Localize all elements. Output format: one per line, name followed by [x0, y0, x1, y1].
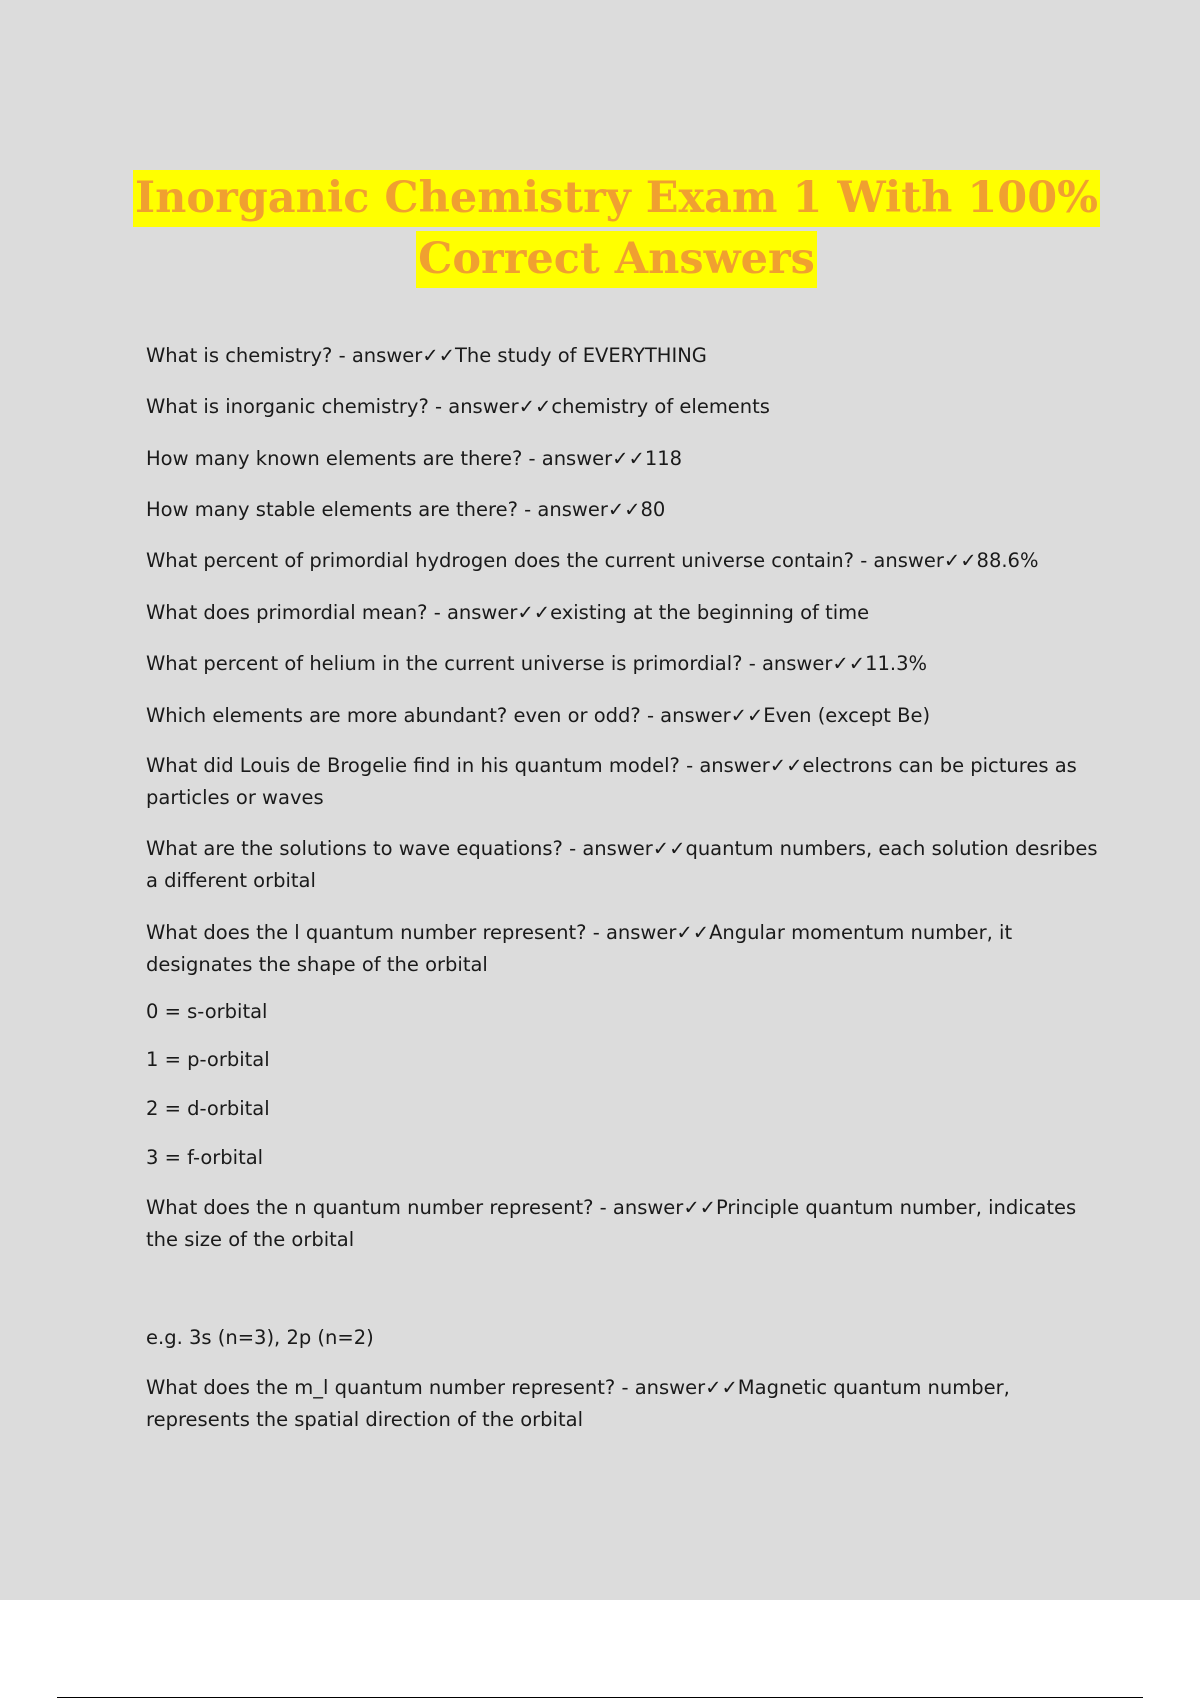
- qa-item: What are the solutions to wave equations? - answer✓✓quantum numbers, each solution desribes a different orbital: [146, 837, 1098, 892]
- qa-item: What percent of helium in the current universe is primordial? - answer✓✓11.3%: [146, 652, 928, 675]
- document-title: [0, 168, 1200, 290]
- qa-item: What is inorganic chemistry? - answer✓✓chemistry of elements: [146, 395, 770, 418]
- qa-item: What does primordial mean? - answer✓✓existing at the beginning of time: [146, 601, 870, 624]
- qa-item: What does the l quantum number represent? - answer✓✓Angular momentum number, it designates the shape of the orbital: [146, 921, 1013, 976]
- qa-item: What is chemistry? - answer✓✓The study of EVERYTHING: [146, 344, 707, 367]
- qa-item: What percent of primordial hydrogen does the current universe contain? - answer✓✓88.6%: [146, 549, 1039, 572]
- qa-item: 2 = d-orbital: [146, 1097, 270, 1120]
- qa-item: 0 = s-orbital: [146, 1000, 268, 1023]
- qa-item: 1 = p-orbital: [146, 1048, 270, 1071]
- footer-divider: [57, 1697, 1143, 1698]
- qa-item: What does the m_l quantum number represent? - answer✓✓Magnetic quantum number, represents the spatial direction of the orbital: [146, 1376, 1010, 1431]
- qa-item: How many stable elements are there? - answer✓✓80: [146, 498, 666, 521]
- title-line-1: Inorganic Chemistry Exam 1 With 100%: [133, 170, 1100, 227]
- qa-item: Which elements are more abundant? even or odd? - answer✓✓Even (except Be): [146, 704, 931, 727]
- qa-item: e.g. 3s (n=3), 2p (n=2): [146, 1326, 374, 1349]
- qa-item: How many known elements are there? - answer✓✓118: [146, 447, 683, 470]
- title-line-2: Correct Answers: [416, 231, 817, 288]
- qa-item: 3 = f-orbital: [146, 1146, 264, 1169]
- qa-item: What did Louis de Brogelie find in his quantum model? - answer✓✓electrons can be pictures as particles or waves: [146, 754, 1077, 809]
- qa-item: What does the n quantum number represent? - answer✓✓Principle quantum number, indicates the size of the orbital: [146, 1196, 1077, 1251]
